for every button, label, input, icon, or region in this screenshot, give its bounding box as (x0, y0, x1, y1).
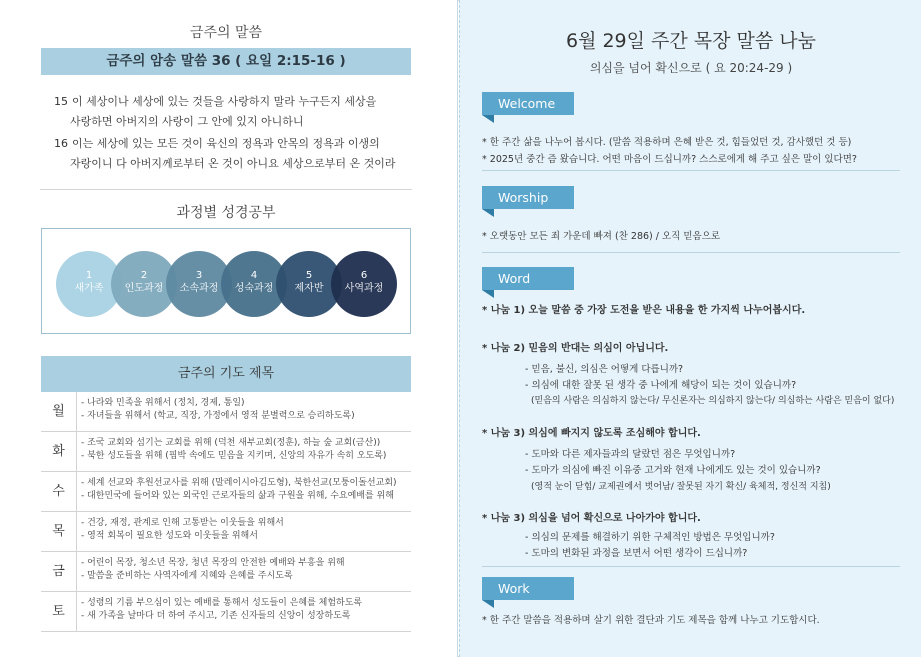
page-subtitle: 의심을 넘어 확신으로 ( 요 20:24-29 ) (589, 61, 793, 75)
course-name: 인도과정 (124, 283, 164, 294)
verse-number: 15 (54, 95, 68, 108)
right-panel (459, 0, 921, 657)
prayer-item: - 성령의 기름 부으심이 있는 예배를 통해서 성도들이 은혜를 체험하도록 (81, 598, 363, 608)
course-number: 1 (85, 270, 93, 281)
prayer-row-fri (41, 552, 411, 592)
course-name: 제자반 (294, 283, 324, 294)
prayer-day: 수 (41, 472, 77, 511)
word-sub: - 도마가 의심에 빠진 이유중 고거와 현재 나에게도 있는 것이 있습니까? (525, 465, 821, 476)
worship-line: * 오랫동안 모든 죄 가운데 빠져 (찬 286) / 오직 믿음으로 (482, 231, 721, 242)
prayer-item: - 조국 교회와 섬기는 교회를 위해 (덕천 새부교회(정훈), 하늘 숲 교회(금산)) (81, 438, 381, 448)
prayer-day: 토 (41, 592, 77, 631)
verse-text: 이는 세상에 있는 모든 것이 육신의 정욕과 안목의 정욕과 이생의 (72, 137, 380, 150)
course-number: 4 (250, 270, 258, 281)
prayer-items (81, 437, 386, 463)
word-sub: - 도마의 변화된 과정을 보면서 어떤 생각이 드십니까? (525, 548, 748, 559)
verse-15 (54, 92, 376, 132)
left-panel (0, 0, 458, 657)
welcome-tag: Welcome (482, 92, 574, 115)
divider (40, 189, 412, 190)
prayer-items (81, 597, 362, 623)
course-title: 과정별 성경공부 (176, 205, 276, 221)
prayer-item: - 건강, 재정, 관계로 인해 고통받는 이웃들을 위해서 (81, 518, 284, 528)
word-note: (믿음의 사람은 의심하지 않는다/ 무신론자는 의심하지 않는다/ 의심하는 사람은 믿음이 없다) (531, 396, 895, 406)
prayer-item: - 세계 선교와 후원선교사를 위해 (말레이시아김도형), 북한선교(모퉁이돌선교회) (81, 478, 397, 488)
prayer-items (81, 557, 345, 583)
prayer-item: - 북한 성도들을 위해 (핍박 속에도 믿음을 지키며, 신앙의 자유가 속히 오도록) (81, 451, 387, 461)
course-diagram (41, 228, 411, 334)
word-tag: Word (482, 267, 574, 290)
course-number: 3 (195, 270, 203, 281)
course-name: 성숙과정 (234, 283, 274, 294)
word-sub: - 도마와 다른 제자들과의 달랐던 점은 무엇입니까? (525, 449, 736, 460)
prayer-item: - 어린이 목장, 청소년 목장, 청년 목장의 안전한 예배와 부흥을 위해 (81, 558, 345, 568)
prayer-items (81, 397, 355, 423)
page-title: 6월 29일 주간 목장 말씀 나눔 (565, 30, 816, 52)
work-line: * 한 주간 말씀을 적용하며 살기 위한 결단과 기도 제목을 함께 나누고 기도합시다. (482, 615, 820, 626)
course-number: 5 (305, 270, 313, 281)
prayer-row-sat (41, 592, 411, 632)
prayer-item: - 나라와 민족을 위해서 (정치, 경제, 통일) (81, 398, 245, 408)
prayer-item: - 새 가족을 날마다 더 하여 주시고, 기존 신자들의 신앙이 성장하도록 (81, 611, 351, 621)
welcome-line: * 2025년 중간 즘 왔습니다. 어떤 마음이 드십니까? 스스로에게 해 주고 싶은 말이 있다면? (482, 154, 857, 165)
memory-verse-bar: 금주의 암송 말씀 36 ( 요일 2:15-16 ) (41, 48, 411, 75)
prayer-item: - 자녀들을 위해서 (학교, 직장, 가정에서 영적 분별력으로 승리하도록) (81, 411, 355, 421)
course-name: 사역과정 (344, 283, 384, 294)
verse-16 (54, 134, 396, 174)
word-question-2: * 나눔 2) 믿음의 반대는 의심이 아닙니다. (482, 343, 669, 354)
divider (482, 170, 900, 171)
prayer-day: 목 (41, 512, 77, 551)
word-sub: - 의심의 문제를 해결하기 위한 구체적인 방법은 무엇입니까? (525, 532, 775, 543)
verse-text: 사랑하면 아버지의 사랑이 그 안에 있지 아니하니 (70, 115, 304, 128)
course-name: 소속과정 (179, 283, 219, 294)
prayer-item: - 말씀을 준비하는 사역자에게 지혜와 은혜를 주시도록 (81, 571, 293, 581)
word-question-1: * 나눔 1) 오늘 말씀 중 가장 도전을 받은 내용을 한 가지씩 나누어봅시다. (482, 305, 806, 316)
divider (482, 252, 900, 253)
worship-tag: Worship (482, 186, 574, 209)
prayer-table (41, 392, 411, 632)
prayer-items (81, 517, 284, 543)
prayer-day: 화 (41, 432, 77, 471)
prayer-row-thu (41, 512, 411, 552)
work-tag: Work (482, 577, 574, 600)
divider (482, 566, 900, 567)
word-sub: - 믿음, 불신, 의심은 어떻게 다릅니까? (525, 364, 684, 375)
course-name: 새가족 (74, 283, 104, 294)
word-question-3: * 나눔 3) 의심에 빠지지 않도록 조심해야 합니다. (482, 428, 701, 439)
word-question-4: * 나눔 3) 의심을 넘어 확신으로 나아가야 합니다. (482, 513, 701, 524)
verse-number: 16 (54, 137, 68, 150)
word-sub: - 의심에 대한 잘못 된 생각 중 나에게 해당이 되는 것이 있습니까? (525, 380, 797, 391)
verse-text: 이 세상이나 세상에 있는 것들을 사랑하지 말라 누구든지 세상을 (72, 95, 377, 108)
verse-text: 자랑이니 다 아버지께로부터 온 것이 아니요 세상으로부터 온 것이라 (70, 157, 396, 170)
prayer-day: 금 (41, 552, 77, 591)
prayer-row-mon (41, 392, 411, 432)
course-number: 2 (140, 270, 148, 281)
welcome-line: * 한 주간 삶을 나누어 봅시다. (말씀 적용하며 은혜 받은 것, 힘들었던 것, 감사했던 것 등) (482, 137, 852, 148)
prayer-row-tue (41, 432, 411, 472)
prayer-row-wed (41, 472, 411, 512)
prayer-item: - 영적 회복이 필요한 성도와 이웃들을 위해서 (81, 531, 258, 541)
prayer-title-bar: 금주의 기도 제목 (41, 356, 411, 392)
section-title: 금주의 말씀 (189, 25, 263, 41)
course-circle-6 (331, 251, 397, 317)
prayer-items (81, 477, 397, 503)
word-note: (영적 눈이 닫힘/ 교제권에서 벗어남/ 잘못된 자기 확신/ 육체적, 정신적 지침) (531, 482, 831, 492)
prayer-day: 월 (41, 392, 77, 431)
prayer-item: - 대한민국에 들어와 있는 외국인 근로자들의 삶과 구원을 위해, 수요예배를 위해 (81, 491, 394, 501)
course-number: 6 (360, 270, 368, 281)
